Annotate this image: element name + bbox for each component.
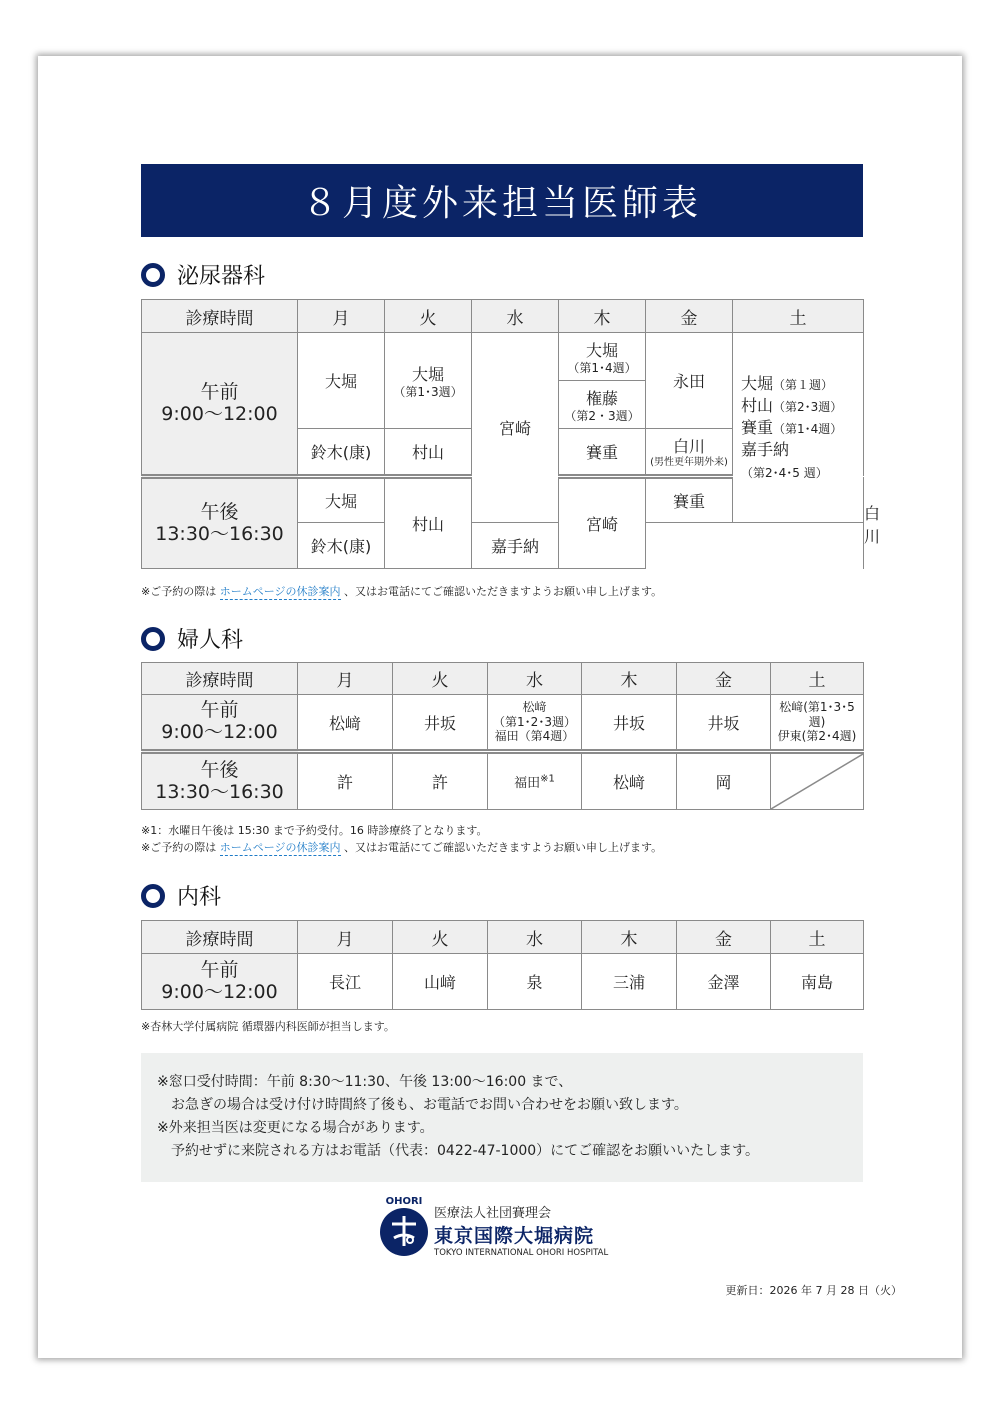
sat-entry: 村山（第2･3週） xyxy=(741,395,843,415)
header-cell: 月 xyxy=(298,921,393,954)
header-cell: 診療時間 xyxy=(142,921,298,954)
closed-slash-icon xyxy=(771,754,863,809)
doctor-cell: 宮崎 xyxy=(559,477,646,569)
circle-bullet-icon xyxy=(141,884,165,908)
gynecology-table xyxy=(141,662,864,810)
gynecology-footnote: ※1：水曜日午後は 15:30 まで予約受付。16 時診療終了となります。 xyxy=(141,824,488,837)
pm-time-cell xyxy=(142,752,298,810)
header-cell: 金 xyxy=(677,921,771,954)
header-cell: 診療時間 xyxy=(142,300,298,333)
table-row: 午後 13:30〜16:30 大堀 村山 宮崎 賽重 白川 xyxy=(142,477,864,523)
pm-time-cell xyxy=(142,477,298,569)
internal-heading-text: 内科 xyxy=(177,885,222,910)
doctor-cell xyxy=(559,381,646,429)
doctor-cell: 泉 xyxy=(488,954,582,1010)
closed-cell xyxy=(771,752,864,810)
doctor-cell: 大堀 xyxy=(298,477,385,523)
notice-line: お急ぎの場合は受け付け時間終了後も、お電話でお問い合わせをお願い致します。 xyxy=(157,1097,688,1113)
doctor-cell: 松﨑 xyxy=(298,695,393,752)
header-cell: 診療時間 xyxy=(142,663,298,695)
sat-entry: 大堀（第１週） xyxy=(741,373,834,393)
doctor-week-note: （第1･3週） xyxy=(393,384,463,399)
header-cell: 月 xyxy=(298,300,385,333)
header-cell: 金 xyxy=(646,300,733,333)
doctor-cell xyxy=(559,333,646,381)
time-label: 午前 xyxy=(200,958,239,981)
doctor-cell: 金澤 xyxy=(677,954,771,1010)
holiday-info-link[interactable]: ホームページの休診案内 xyxy=(219,841,341,854)
circle-bullet-icon xyxy=(141,263,165,287)
hospital-name: 東京国際大堀病院 xyxy=(434,1225,595,1247)
header-cell: 火 xyxy=(393,663,488,695)
time-label: 午後 xyxy=(200,758,239,781)
doctor-cell: 村山 xyxy=(385,477,472,569)
table-row xyxy=(142,695,864,752)
table-row xyxy=(142,752,864,810)
doctor-cell: 許 xyxy=(298,752,393,810)
notice-line: ※外来担当医は変更になる場合があります。 xyxy=(157,1120,434,1136)
doctor-cell: 松﨑 xyxy=(582,752,677,810)
doctor-name: 白川 xyxy=(672,437,705,456)
time-range: 13:30〜16:30 xyxy=(155,522,284,545)
sat-entry: 嘉手納 xyxy=(741,439,790,459)
urology-heading xyxy=(141,259,265,290)
doctor-cell: 松﨑(第1･3･5週) 伊東(第2･4週) xyxy=(771,695,864,752)
internal-heading xyxy=(141,880,221,911)
internal-note: ※杏林大学付属病院 循環器内科医師が担当します。 xyxy=(141,1020,395,1033)
doctor-cell: 村山 xyxy=(385,429,472,477)
doctor-cell: 鈴木(康) xyxy=(298,523,385,569)
header-cell: 土 xyxy=(771,663,864,695)
doctor-cell: 山﨑 xyxy=(393,954,488,1010)
table-header-row xyxy=(142,663,864,695)
doctor-cell: 井坂 xyxy=(582,695,677,752)
doctor-clinic-note: (男性更年期外来) xyxy=(650,457,728,468)
hospital-name-block xyxy=(434,1202,608,1258)
corporation-name: 医療法人社団賽理会 xyxy=(434,1206,552,1221)
table-header-row xyxy=(142,300,864,333)
header-cell: 月 xyxy=(298,663,393,695)
header-cell: 水 xyxy=(488,921,582,954)
doctor-cell: 宮崎 xyxy=(472,333,559,523)
hospital-name-english: TOKYO INTERNATIONAL OHORI HOSPITAL xyxy=(434,1248,609,1258)
doctor-cell: 井坂 xyxy=(677,695,771,752)
am-time-cell xyxy=(142,333,298,477)
header-cell: 水 xyxy=(488,663,582,695)
gynecology-reservation-note: ※ご予約の際は ホームページの休診案内 、又はお電話にてご確認いただきますようお願い申し上げます。 xyxy=(141,841,663,854)
circle-bullet-icon xyxy=(141,627,165,651)
time-label: 午前 xyxy=(200,699,239,722)
hospital-logo xyxy=(374,1194,434,1260)
doctor-cell: 福田$^{※1}$ xyxy=(488,752,582,810)
am-time-cell xyxy=(142,695,298,752)
urology-table xyxy=(141,299,881,569)
time-label: 午後 xyxy=(200,500,239,523)
doctor-cell: 永田 xyxy=(646,333,733,429)
doctor-cell: 南島 xyxy=(771,954,864,1010)
doctor-cell: 長江 xyxy=(298,954,393,1010)
header-cell: 木 xyxy=(582,921,677,954)
time-range: 9:00〜12:00 xyxy=(161,402,278,425)
doctor-cell: 大堀 xyxy=(298,333,385,429)
page-title-banner xyxy=(141,164,863,237)
updated-date: 更新日：2026 年 7 月 28 日（火） xyxy=(725,1284,902,1297)
notice-line: 予約せずに来院される方はお電話（代表：0422-47-1000）にてご確認をお願いいたします。 xyxy=(157,1143,760,1159)
table-row xyxy=(142,333,864,381)
doctor-cell: 許 xyxy=(393,752,488,810)
saturday-doctors-cell xyxy=(733,333,864,523)
urology-heading-text: 泌尿器科 xyxy=(177,264,266,289)
time-label: 午前 xyxy=(200,380,239,403)
table-row xyxy=(142,954,864,1010)
table-header-row xyxy=(142,921,864,954)
reception-notice-box xyxy=(141,1053,863,1182)
header-cell: 土 xyxy=(771,921,864,954)
header-cell: 木 xyxy=(559,300,646,333)
urology-reservation-note: ※ご予約の際は ホームページの休診案内 、又はお電話にてご確認いただきますようお願い申し上げます。 xyxy=(141,585,663,598)
svg-text:OHORI: OHORI xyxy=(385,1196,423,1207)
header-cell: 水 xyxy=(472,300,559,333)
hospital-logo-icon xyxy=(374,1194,434,1260)
doctor-cell xyxy=(385,333,472,429)
doctor-cell: 岡 xyxy=(677,752,771,810)
doctor-cell: 賽重 xyxy=(559,429,646,477)
doctor-cell: 嘉手納 xyxy=(472,523,559,569)
doctor-cell: 賽重 xyxy=(646,477,733,523)
doctor-week-note: （第2・3週） xyxy=(564,408,640,423)
doctor-cell: 鈴木(康) xyxy=(298,429,385,477)
sat-entry: （第2･4･5 週） xyxy=(741,465,828,480)
doctor-cell: 三浦 xyxy=(582,954,677,1010)
doctor-name: 大堀 xyxy=(585,340,618,360)
header-cell: 木 xyxy=(582,663,677,695)
doctor-name: 権藤 xyxy=(585,388,618,408)
notice-line: ※窓口受付時間：午前 8:30〜11:30、午後 13:00〜16:00 まで、 xyxy=(157,1074,573,1090)
header-cell: 金 xyxy=(677,663,771,695)
header-cell: 火 xyxy=(385,300,472,333)
time-range: 9:00〜12:00 xyxy=(161,980,278,1003)
doctor-cell xyxy=(646,429,733,477)
doctor-cell: 松﨑 （第1･2･3週） 福田（第4週） xyxy=(488,695,582,752)
header-cell: 土 xyxy=(733,300,864,333)
doctor-cell: 井坂 xyxy=(393,695,488,752)
sat-entry: 賽重（第1･4週） xyxy=(741,417,843,437)
doctor-name: 大堀 xyxy=(411,364,444,384)
time-range: 13:30〜16:30 xyxy=(155,780,284,803)
internal-table xyxy=(141,920,864,1010)
doctor-week-note: （第1･4週） xyxy=(567,360,637,375)
gynecology-heading-text: 婦人科 xyxy=(177,628,244,653)
holiday-info-link[interactable]: ホームページの休診案内 xyxy=(219,585,341,598)
footnote-mark: ※1 xyxy=(540,773,555,785)
am-time-cell xyxy=(142,954,298,1010)
page-title: ８月度外来担当医師表 xyxy=(301,183,702,224)
document-page xyxy=(38,56,962,1358)
time-range: 9:00〜12:00 xyxy=(161,721,278,743)
gynecology-heading xyxy=(141,623,243,654)
header-cell: 火 xyxy=(393,921,488,954)
